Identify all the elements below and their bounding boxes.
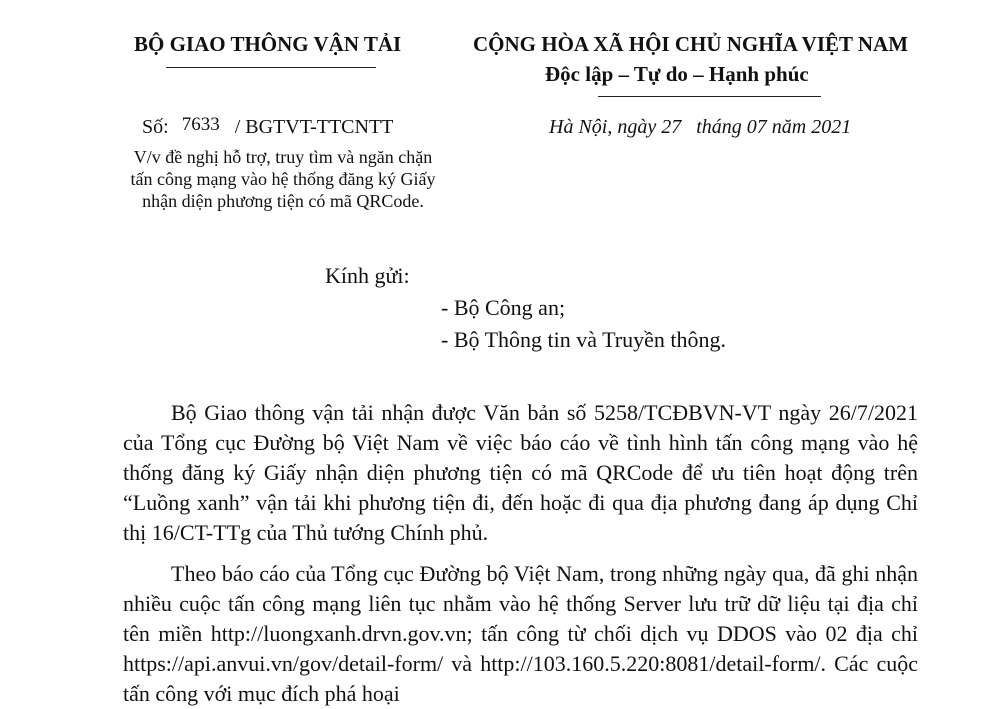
paragraph-2-text: Theo báo cáo của Tổng cục Đường bộ Việt Nam, trong những ngày qua, đã ghi nhận nhiều cuộc tấn công mạng liên tục nhằm vào hệ thống Server lưu trữ dữ liệu tại địa chỉ tên miền bbox=[123, 561, 918, 646]
date-prefix: Hà Nội, ngày 27 bbox=[549, 116, 682, 138]
conjunction: và bbox=[451, 651, 473, 676]
number-value: 7633 bbox=[181, 114, 220, 135]
issue-date bbox=[549, 116, 851, 139]
paragraph-2-text: tấn công từ chối dịch vụ DDOS vào 02 địa chỉ bbox=[481, 621, 919, 646]
document-body bbox=[123, 398, 918, 709]
number-code: / BGTVT-TTCNTT bbox=[234, 116, 394, 138]
recipients-greeting: Kính gửi: bbox=[325, 263, 410, 288]
national-motto: Độc lập – Tự do – Hạnh phúc bbox=[545, 62, 809, 86]
url-1: https://api.anvui.vn/gov/detail-form/ bbox=[123, 651, 444, 676]
url-2: http://103.160.5.220:8081/detail-form/. bbox=[480, 651, 827, 676]
number-label: Số: bbox=[142, 116, 169, 138]
document-subject bbox=[110, 146, 456, 212]
national-title: CỘNG HÒA XÃ HỘI CHỦ NGHĨA VIỆT NAM bbox=[473, 32, 909, 56]
domain-link: http://luongxanh.drvn.gov.vn; bbox=[210, 621, 473, 646]
motto-underline bbox=[598, 96, 821, 97]
date-rest: tháng 07 năm 2021 bbox=[696, 116, 852, 138]
recipient-item: - Bộ Công an; bbox=[441, 295, 566, 320]
subject-line: nhận diện phương tiện có mã QRCode. bbox=[142, 191, 424, 211]
document-number bbox=[142, 116, 393, 139]
ministry-underline bbox=[166, 67, 376, 68]
recipient-item: - Bộ Thông tin và Truyền thông. bbox=[441, 327, 727, 352]
body-paragraph-2 bbox=[123, 559, 918, 709]
subject-line: tấn công mạng vào hệ thống đăng ký Giấy bbox=[130, 169, 436, 189]
paragraph-2-text: Các cuộc tấn công với mục đích phá hoại bbox=[123, 651, 919, 706]
body-paragraph-1: Bộ Giao thông vận tải nhận được Văn bản số 5258/TCĐBVN-VT ngày 26/7/2021 của Tổng cục Đường bộ Việt Nam về việc báo cáo về tình hình tấn công mạng vào hệ thống đăng ký Giấy nhận diện phương tiện có mã QRCode để ưu tiên hoạt động trên “Luồng xanh” vận tải khi phương tiện đi, đến hoặc đi qua địa phương đang áp dụng Chỉ thị 16/CT-TTg của Thủ tướng Chính phủ. bbox=[123, 400, 918, 545]
subject-line: V/v đề nghị hỗ trợ, truy tìm và ngăn chặn bbox=[133, 147, 433, 167]
issuing-ministry: BỘ GIAO THÔNG VẬN TẢI bbox=[134, 32, 402, 56]
